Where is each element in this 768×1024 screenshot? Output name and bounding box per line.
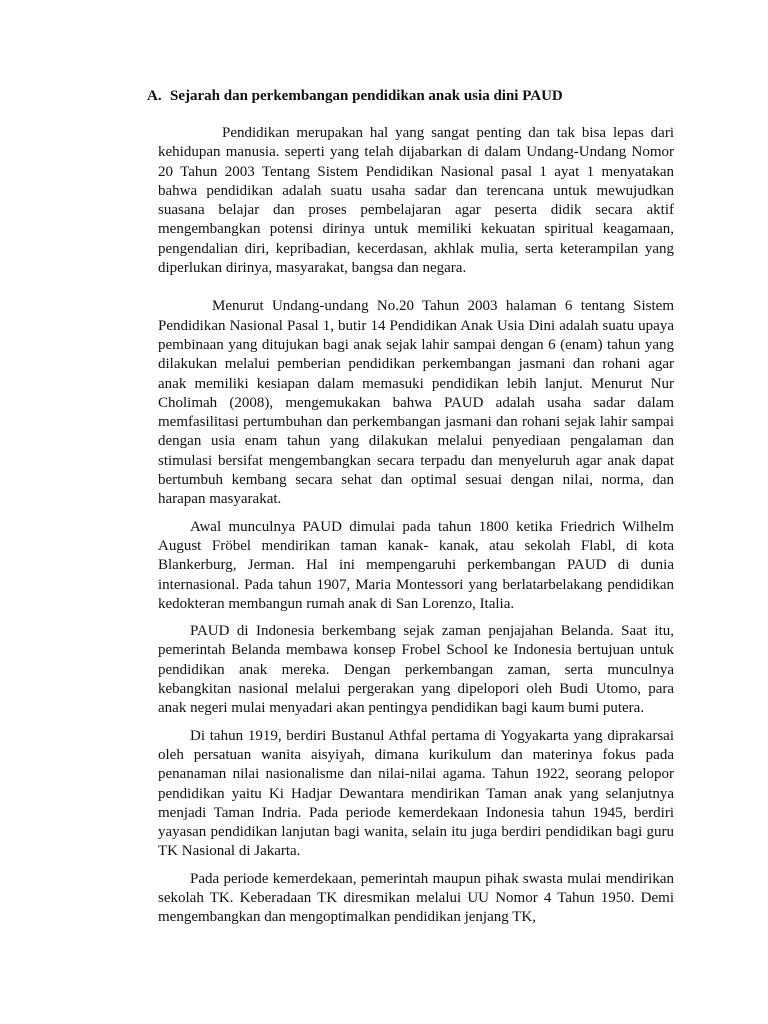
document-body <box>158 124 674 928</box>
paragraph-3: Awal munculnya PAUD dimulai pada tahun 1800 ketika Friedrich Wilhelm August Fröbel mendirikan taman kanak- kanak, atau sekolah Flabl, di kota Blankerburg, Jerman. Hal ini mempengaruhi perkembangan PAUD di dunia internasional. Pada tahun 1907, Maria Montessori yang berlatarbelakang pendidikan kedokteran membangun rumah anak di San Lorenzo, Italia. <box>158 518 674 612</box>
section-number: A. <box>147 88 162 104</box>
paragraph-2: Menurut Undang-undang No.20 Tahun 2003 halaman 6 tentang Sistem Pendidikan Nasional Pasal 1, butir 14 Pendidikan Anak Usia Dini adalah suatu upaya pembinaan yang ditujukan bagi anak sejak lahir sampai dengan 6 (enam) tahun yang dilakukan melalui pemberian pendidikan perkembangan jasmani dan rohani agar anak memiliki kesiapan dalam memasuki pendidikan lebih lanjut. Menurut Nur Cholimah (2008), mengemukakan bahwa PAUD adalah usaha sadar dalam memfasilitasi pertumbuhan dan perkembangan jasmani dan rohani sejak lahir sampai dengan usia enam tahun yang dilakukan melalui penyediaan pengalaman dan stimulasi bersifat mengembangkan secara terpadu dan menyeluruh agar anak dapat bertumbuh kembang secara sehat dan optimal sesuai dengan nilai, norma, dan harapan masyarakat. <box>158 298 674 508</box>
section-heading <box>147 86 563 106</box>
paragraph-5: Di tahun 1919, berdiri Bustanul Athfal pertama di Yogyakarta yang diprakarsai oleh persatuan wanita aisyiyah, dimana kurikulum dan materinya fokus pada penanaman nilai nasionalisme dan nilai-nilai agama. Tahun 1922, seorang pelopor pendidikan yaitu Ki Hadjar Dewantara mendirikan Taman anak yang selanjutnya menjadi Taman Indria. Pada periode kemerdekaan Indonesia tahun 1945, berdiri yayasan pendidikan lanjutan bagi wanita, selain itu juga berdiri pendidikan bagi guru TK Nasional di Jakarta. <box>158 727 674 860</box>
section-title: Sejarah dan perkembangan pendidikan anak usia dini PAUD <box>170 88 563 104</box>
paragraph-6: Pada periode kemerdekaan, pemerintah maupun pihak swasta mulai mendirikan sekolah TK. Keberadaan TK diresmikan melalui UU Nomor 4 Tahun 1950. Demi mengembangkan dan mengoptimalkan pendidikan jenjang TK, <box>158 870 674 926</box>
paragraph-4: PAUD di Indonesia berkembang sejak zaman penjajahan Belanda. Saat itu, pemerintah Belanda membawa konsep Frobel School ke Indonesia bertujuan untuk pendidikan anak mereka. Dengan perkembangan zaman, serta munculnya kebangkitan nasional melalui pergerakan yang dipelopori oleh Budi Utomo, para anak negeri mulai menyadari akan pentingya pendidikan bagi kaum bumi putera. <box>158 623 674 717</box>
paragraph-1: Pendidikan merupakan hal yang sangat penting dan tak bisa lepas dari kehidupan manusia. seperti yang telah dijabarkan di dalam Undang-Undang Nomor 20 Tahun 2003 Tentang Sistem Pendidikan Nasional pasal 1 ayat 1 menyatakan bahwa pendidikan adalah suatu usaha sadar dan terencana untuk mewujudkan suasana belajar dan proses pembelajaran agar peserta didik secara aktif mengembangkan potensi dirinya untuk memiliki kekuatan spiritual keagamaan, pengendalian diri, kepribadian, kecerdasan, akhlak mulia, serta keterampilan yang diperlukan dirinya, masyarakat, bangsa dan negara. <box>158 125 674 277</box>
